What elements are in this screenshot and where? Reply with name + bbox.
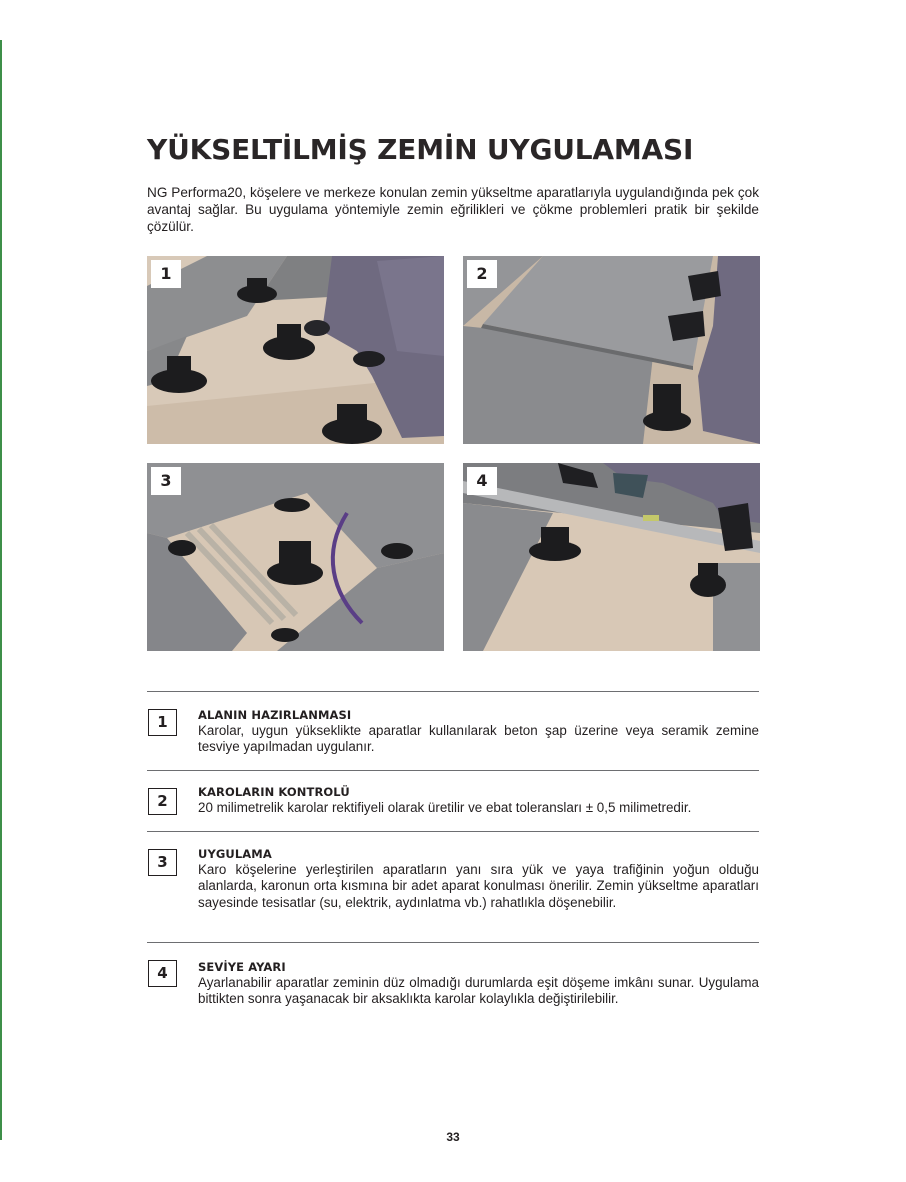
photo-step-4	[463, 463, 760, 651]
step-item	[147, 691, 759, 770]
step-item	[147, 770, 759, 831]
step-text: Karo köşelerine yerleştirilen aparatların yanı sıra yük ve yaya trafiğinin yoğun olduğu alanlarda, karonun orta kısmına bir adet aparat konulması önerilir. Zemin yükseltme aparatları sayesinde tesisatlar (su, elektrik, aydınlatma vb.) rahatlıkla döşenebilir.	[198, 862, 759, 910]
step-number: 4	[148, 960, 177, 987]
step-text: 20 milimetrelik karolar rektifiyeli olarak üretilir ve ebat toleransları ± 0,5 milimetredir.	[198, 800, 692, 815]
step-body	[198, 943, 759, 1008]
page-title: YÜKSELTİLMİŞ ZEMİN UYGULAMASI	[147, 133, 694, 166]
photo-level-adjustment-illustration	[463, 463, 760, 651]
step-title: UYGULAMA	[198, 847, 272, 861]
photo-step-1	[147, 256, 444, 444]
step-number: 1	[148, 709, 177, 736]
photo-step-3	[147, 463, 444, 651]
step-title: KAROLARIN KONTROLÜ	[198, 785, 350, 799]
step-title: SEVİYE AYARI	[198, 960, 286, 974]
step-number: 3	[148, 849, 177, 876]
photo-badge: 2	[467, 260, 497, 288]
photo-tile-laying-illustration	[463, 256, 760, 444]
step-item	[147, 831, 759, 942]
photo-badge: 4	[467, 467, 497, 495]
intro-paragraph: NG Performa20, köşelere ve merkeze konulan zemin yükseltme aparatlarıyla uygulandığında pek çok avantaj sağlar. Bu uygulama yöntemiyle zemin eğrilikleri ve çökme problemleri pratik bir şekilde çözülür.	[147, 185, 759, 234]
step-body	[198, 832, 759, 911]
photo-installation-cables-illustration	[147, 463, 444, 651]
steps-list	[147, 691, 759, 1015]
step-body	[198, 692, 759, 756]
photo-step-2	[463, 256, 760, 444]
step-text: Karolar, uygun yükseklikte aparatlar kullanılarak beton şap üzerine veya seramik zemine tesviye yapılmadan uygulanır.	[198, 723, 759, 755]
step-item	[147, 942, 759, 1015]
step-text: Ayarlanabilir aparatlar zeminin düz olmadığı durumlarda eşit döşeme imkânı sunar. Uygulama bittikten sonra yaşanacak bir aksaklıkta karolar kolaylıkla değiştirilebilir.	[198, 975, 759, 1007]
photo-pedestal-placement-illustration	[147, 256, 444, 444]
step-body	[198, 771, 759, 816]
step-title: ALANIN HAZIRLANMASI	[198, 708, 352, 722]
page-number: 33	[446, 1130, 460, 1144]
step-number: 2	[148, 788, 177, 815]
photo-badge: 3	[151, 467, 181, 495]
page-edge-line	[0, 40, 2, 1140]
photo-badge: 1	[151, 260, 181, 288]
